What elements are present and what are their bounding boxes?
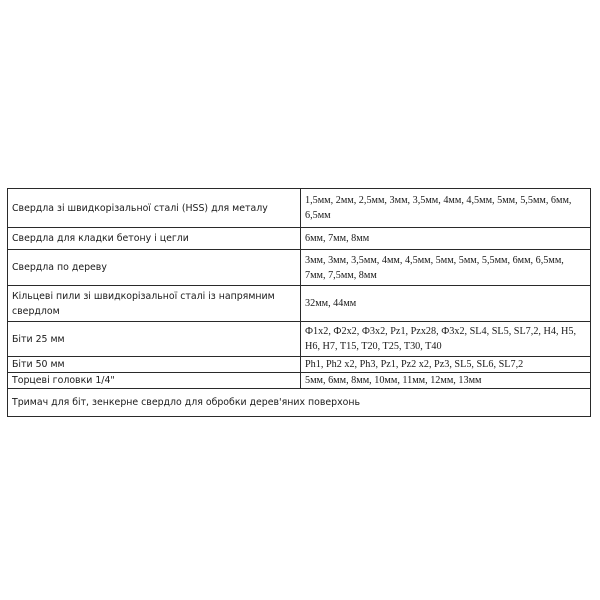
table-row bbox=[8, 189, 591, 228]
item-sizes: Ф1x2, Ф2x2, Ф3x2, Pz1, Pzx28, Ф3x2, SL4, SL5, SL7,2, H4, H5, H6, H7, T15, T20, T25, T30, T40 bbox=[301, 322, 591, 357]
item-name: Свердла зі швидкорізальної сталі (HSS) для металу bbox=[8, 189, 301, 228]
table-row-footer bbox=[8, 389, 591, 417]
table-row bbox=[8, 286, 591, 322]
item-sizes: 32мм, 44мм bbox=[301, 286, 591, 322]
item-sizes: 1,5мм, 2мм, 2,5мм, 3мм, 3,5мм, 4мм, 4,5мм, 5мм, 5,5мм, 6мм, 6,5мм bbox=[301, 189, 591, 228]
item-name: Свердла по дереву bbox=[8, 250, 301, 286]
footer-note: Тримач для біт, зенкерне свердло для обробки дерев'яних поверхонь bbox=[8, 389, 591, 417]
item-sizes: 3мм, 3мм, 3,5мм, 4мм, 4,5мм, 5мм, 5мм, 5,5мм, 6мм, 6,5мм, 7мм, 7,5мм, 8мм bbox=[301, 250, 591, 286]
specification-table bbox=[7, 188, 591, 417]
item-name: Біти 50 мм bbox=[8, 357, 301, 373]
table-row bbox=[8, 357, 591, 373]
item-name: Свердла для кладки бетону і цегли bbox=[8, 228, 301, 250]
table-row bbox=[8, 322, 591, 357]
table-row bbox=[8, 228, 591, 250]
item-sizes: 5мм, 6мм, 8мм, 10мм, 11мм, 12мм, 13мм bbox=[301, 373, 591, 389]
item-name: Торцеві головки 1/4" bbox=[8, 373, 301, 389]
item-sizes: 6мм, 7мм, 8мм bbox=[301, 228, 591, 250]
table-row bbox=[8, 373, 591, 389]
item-name: Біти 25 мм bbox=[8, 322, 301, 357]
item-sizes: Ph1, Ph2 x2, Ph3, Pz1, Pz2 x2, Pz3, SL5, SL6, SL7,2 bbox=[301, 357, 591, 373]
item-name: Кільцеві пили зі швидкорізальної сталі із напрямним свердлом bbox=[8, 286, 301, 322]
table-row bbox=[8, 250, 591, 286]
